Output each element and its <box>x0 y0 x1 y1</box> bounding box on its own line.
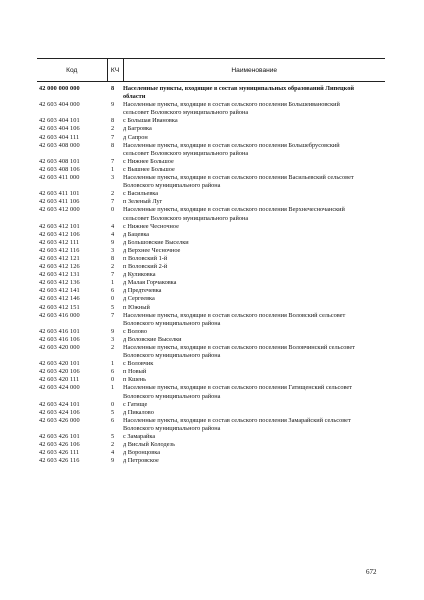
kch-cell: 7 <box>111 133 115 141</box>
column-header-name: Наименование <box>123 59 385 82</box>
table-row <box>37 198 385 206</box>
kch-cell: 2 <box>111 344 115 351</box>
table-row <box>37 190 385 198</box>
name-cell: д Большовские Выселки <box>123 238 189 246</box>
kch-cell: 8 <box>111 254 115 262</box>
code-cell: 42 603 412 126 <box>39 263 80 271</box>
code-cell: 42 603 412 121 <box>39 254 80 262</box>
name-cell: с Волово <box>123 327 148 335</box>
name-cell: с Вышнее Большое <box>123 165 175 173</box>
kch-cell: 6 <box>111 287 115 295</box>
table-row <box>37 449 385 457</box>
table-row <box>37 174 385 190</box>
name-cell: с Нижнее Большое <box>123 157 174 165</box>
name-cell: Населенные пункты, входящие в состав сельского поселения Замарайский сельсовет Воловского муниципального района <box>123 416 351 432</box>
name-cell: д Пикалово <box>123 408 154 416</box>
name-cell: д Бацевка <box>123 230 150 238</box>
kch-cell: 1 <box>111 279 115 287</box>
table-row <box>37 223 385 231</box>
column-header-kch: КЧ <box>107 59 123 82</box>
table-row <box>37 117 385 125</box>
code-cell: 42 603 420 000 <box>39 344 80 351</box>
table-row <box>37 409 385 417</box>
kch-cell: 0 <box>111 400 115 408</box>
kch-cell: 8 <box>111 85 115 92</box>
kch-cell: 7 <box>111 157 115 165</box>
table-row <box>37 101 385 117</box>
table-row <box>37 384 385 400</box>
code-cell: 42 603 404 106 <box>39 125 80 133</box>
kch-cell: 4 <box>111 222 115 230</box>
code-cell: 42 603 408 106 <box>39 165 80 173</box>
kch-cell: 3 <box>111 246 115 254</box>
name-cell: п Кшень <box>123 376 147 384</box>
kch-cell: 0 <box>111 376 115 384</box>
table-row <box>37 417 385 433</box>
okato-table <box>37 58 385 465</box>
name-cell: д Петровское <box>123 457 159 465</box>
kch-cell: 8 <box>111 141 115 149</box>
table-header <box>37 59 385 82</box>
name-cell: д Сапрон <box>123 133 148 141</box>
code-cell: 42 603 426 116 <box>39 457 80 465</box>
name-cell: п Воловский 1-й <box>123 254 168 262</box>
table-row <box>37 295 385 303</box>
name-cell: Населенные пункты, входящие в состав муниципальных образований Липецкой области <box>123 85 355 101</box>
name-cell: п Воловский 2-й <box>123 263 168 271</box>
code-cell: 42 603 420 101 <box>39 360 80 368</box>
table-row <box>37 255 385 263</box>
table-row <box>37 239 385 247</box>
kch-cell: 1 <box>111 360 115 368</box>
kch-cell: 7 <box>111 311 115 319</box>
table-row <box>37 82 385 102</box>
kch-cell: 2 <box>111 441 115 449</box>
kch-cell: 7 <box>111 198 115 206</box>
name-cell: п Южный <box>123 303 150 311</box>
code-cell: 42 603 404 111 <box>39 133 80 141</box>
table-row <box>37 360 385 368</box>
code-cell: 42 603 412 106 <box>39 230 80 238</box>
kch-cell: 3 <box>111 335 115 343</box>
table-row <box>37 457 385 465</box>
code-cell: 42 603 412 116 <box>39 246 80 254</box>
document-page <box>37 58 385 465</box>
code-cell: 42 603 426 101 <box>39 433 80 441</box>
kch-cell: 4 <box>111 230 115 238</box>
table-row <box>37 376 385 384</box>
code-cell: 42 603 412 151 <box>39 303 80 311</box>
name-cell: Населенные пункты, входящие в состав сельского поселения Гатищенский сельсовет Воловского муниципального района <box>123 384 352 400</box>
code-cell: 42 603 411 000 <box>39 174 80 182</box>
table-row <box>37 304 385 312</box>
name-cell: д Предтечевка <box>123 287 162 295</box>
kch-cell: 3 <box>111 174 115 182</box>
name-cell: д Багровка <box>123 125 152 133</box>
code-cell: 42 603 426 106 <box>39 441 80 449</box>
name-cell: п Новый <box>123 368 147 376</box>
table-row <box>37 158 385 166</box>
name-cell: д Воронцовка <box>123 449 161 457</box>
code-cell: 42 603 424 106 <box>39 408 80 416</box>
name-cell: п Зеленый Луг <box>123 198 163 206</box>
table-row <box>37 279 385 287</box>
name-cell: д Вислый Колодезь <box>123 441 175 449</box>
code-cell: 42 603 420 106 <box>39 368 80 376</box>
name-cell: Населенные пункты, входящие в состав сельского поселения Васильевский сельсовет Воловского муниципального района <box>123 174 354 190</box>
table-row <box>37 433 385 441</box>
name-cell: с Гатище <box>123 400 148 408</box>
code-cell: 42 603 408 101 <box>39 157 80 165</box>
kch-cell: 7 <box>111 271 115 279</box>
kch-cell: 5 <box>111 408 115 416</box>
table-row <box>37 287 385 295</box>
kch-cell: 9 <box>111 457 115 465</box>
table-row <box>37 206 385 222</box>
table-row <box>37 263 385 271</box>
kch-cell: 9 <box>111 238 115 246</box>
table-row <box>37 166 385 174</box>
table-row <box>37 125 385 133</box>
name-cell: с Воловчик <box>123 360 154 368</box>
table-row <box>37 247 385 255</box>
code-cell: 42 603 411 101 <box>39 190 80 198</box>
code-cell: 42 603 426 000 <box>39 416 80 424</box>
code-cell: 42 603 412 146 <box>39 295 80 303</box>
name-cell: д Воловские Выселки <box>123 335 182 343</box>
code-cell: 42 603 426 111 <box>39 449 80 457</box>
code-cell: 42 603 404 000 <box>39 101 80 109</box>
name-cell: д Верхнее Чесночное <box>123 246 181 254</box>
kch-cell: 1 <box>111 165 115 173</box>
code-cell: 42 603 416 000 <box>39 311 80 319</box>
code-cell: 42 603 412 111 <box>39 238 80 246</box>
name-cell: Населенные пункты, входящие в состав сельского поселения Верхнечесночанский сельсовет Воловского муниципального района <box>123 206 345 222</box>
code-cell: 42 603 416 101 <box>39 327 80 335</box>
page-number: 672 <box>366 568 377 576</box>
name-cell: Населенные пункты, входящие в состав сельского поселения Воловский сельсовет Воловского муниципального района <box>123 311 346 327</box>
name-cell: с Васильевка <box>123 190 159 198</box>
name-cell: д Куликовка <box>123 271 156 279</box>
table-row <box>37 134 385 142</box>
name-cell: д Сергеевка <box>123 295 155 303</box>
table-body <box>37 82 385 466</box>
code-cell: 42 603 412 131 <box>39 271 80 279</box>
code-cell: 42 603 412 101 <box>39 222 80 230</box>
table-row <box>37 271 385 279</box>
table-row <box>37 231 385 239</box>
kch-cell: 6 <box>111 368 115 376</box>
table-row <box>37 441 385 449</box>
table-row <box>37 401 385 409</box>
code-cell: 42 603 420 111 <box>39 376 80 384</box>
table-row <box>37 142 385 158</box>
name-cell: с Большая Ивановка <box>123 117 178 125</box>
kch-cell: 9 <box>111 101 115 109</box>
name-cell: Населенные пункты, входящие в состав сельского поселения Большеивановский сельсовет Воловского муниципального района <box>123 101 340 117</box>
code-cell: 42 603 404 101 <box>39 117 80 125</box>
kch-cell: 5 <box>111 433 115 441</box>
kch-cell: 6 <box>111 416 115 424</box>
name-cell: с Замарайка <box>123 433 156 441</box>
table-row <box>37 312 385 328</box>
kch-cell: 2 <box>111 190 115 198</box>
kch-cell: 0 <box>111 295 115 303</box>
code-cell: 42 603 416 106 <box>39 335 80 343</box>
column-header-code: Код <box>37 59 107 82</box>
code-cell: 42 603 412 141 <box>39 287 80 295</box>
name-cell: Населенные пункты, входящие в состав сельского поселения Большебрусовский сельсовет Воловского муниципального района <box>123 141 340 157</box>
table-row <box>37 328 385 336</box>
name-cell: Населенные пункты, входящие в состав сельского поселения Воловчинский сельсовет Воловского муниципального района <box>123 344 355 360</box>
kch-cell: 1 <box>111 384 115 392</box>
code-cell: 42 603 412 000 <box>39 206 80 214</box>
kch-cell: 0 <box>111 206 115 214</box>
table-row <box>37 344 385 360</box>
table-row <box>37 336 385 344</box>
table-row <box>37 368 385 376</box>
name-cell: с Нижнее Чесночное <box>123 222 179 230</box>
code-cell: 42 000 000 000 <box>39 85 80 92</box>
kch-cell: 9 <box>111 327 115 335</box>
kch-cell: 2 <box>111 263 115 271</box>
kch-cell: 5 <box>111 303 115 311</box>
code-cell: 42 603 408 000 <box>39 141 80 149</box>
code-cell: 42 603 424 000 <box>39 384 80 392</box>
kch-cell: 2 <box>111 125 115 133</box>
code-cell: 42 603 411 106 <box>39 198 80 206</box>
name-cell: д Малая Горчаковка <box>123 279 177 287</box>
kch-cell: 8 <box>111 117 115 125</box>
kch-cell: 4 <box>111 449 115 457</box>
code-cell: 42 603 412 136 <box>39 279 80 287</box>
code-cell: 42 603 424 101 <box>39 400 80 408</box>
